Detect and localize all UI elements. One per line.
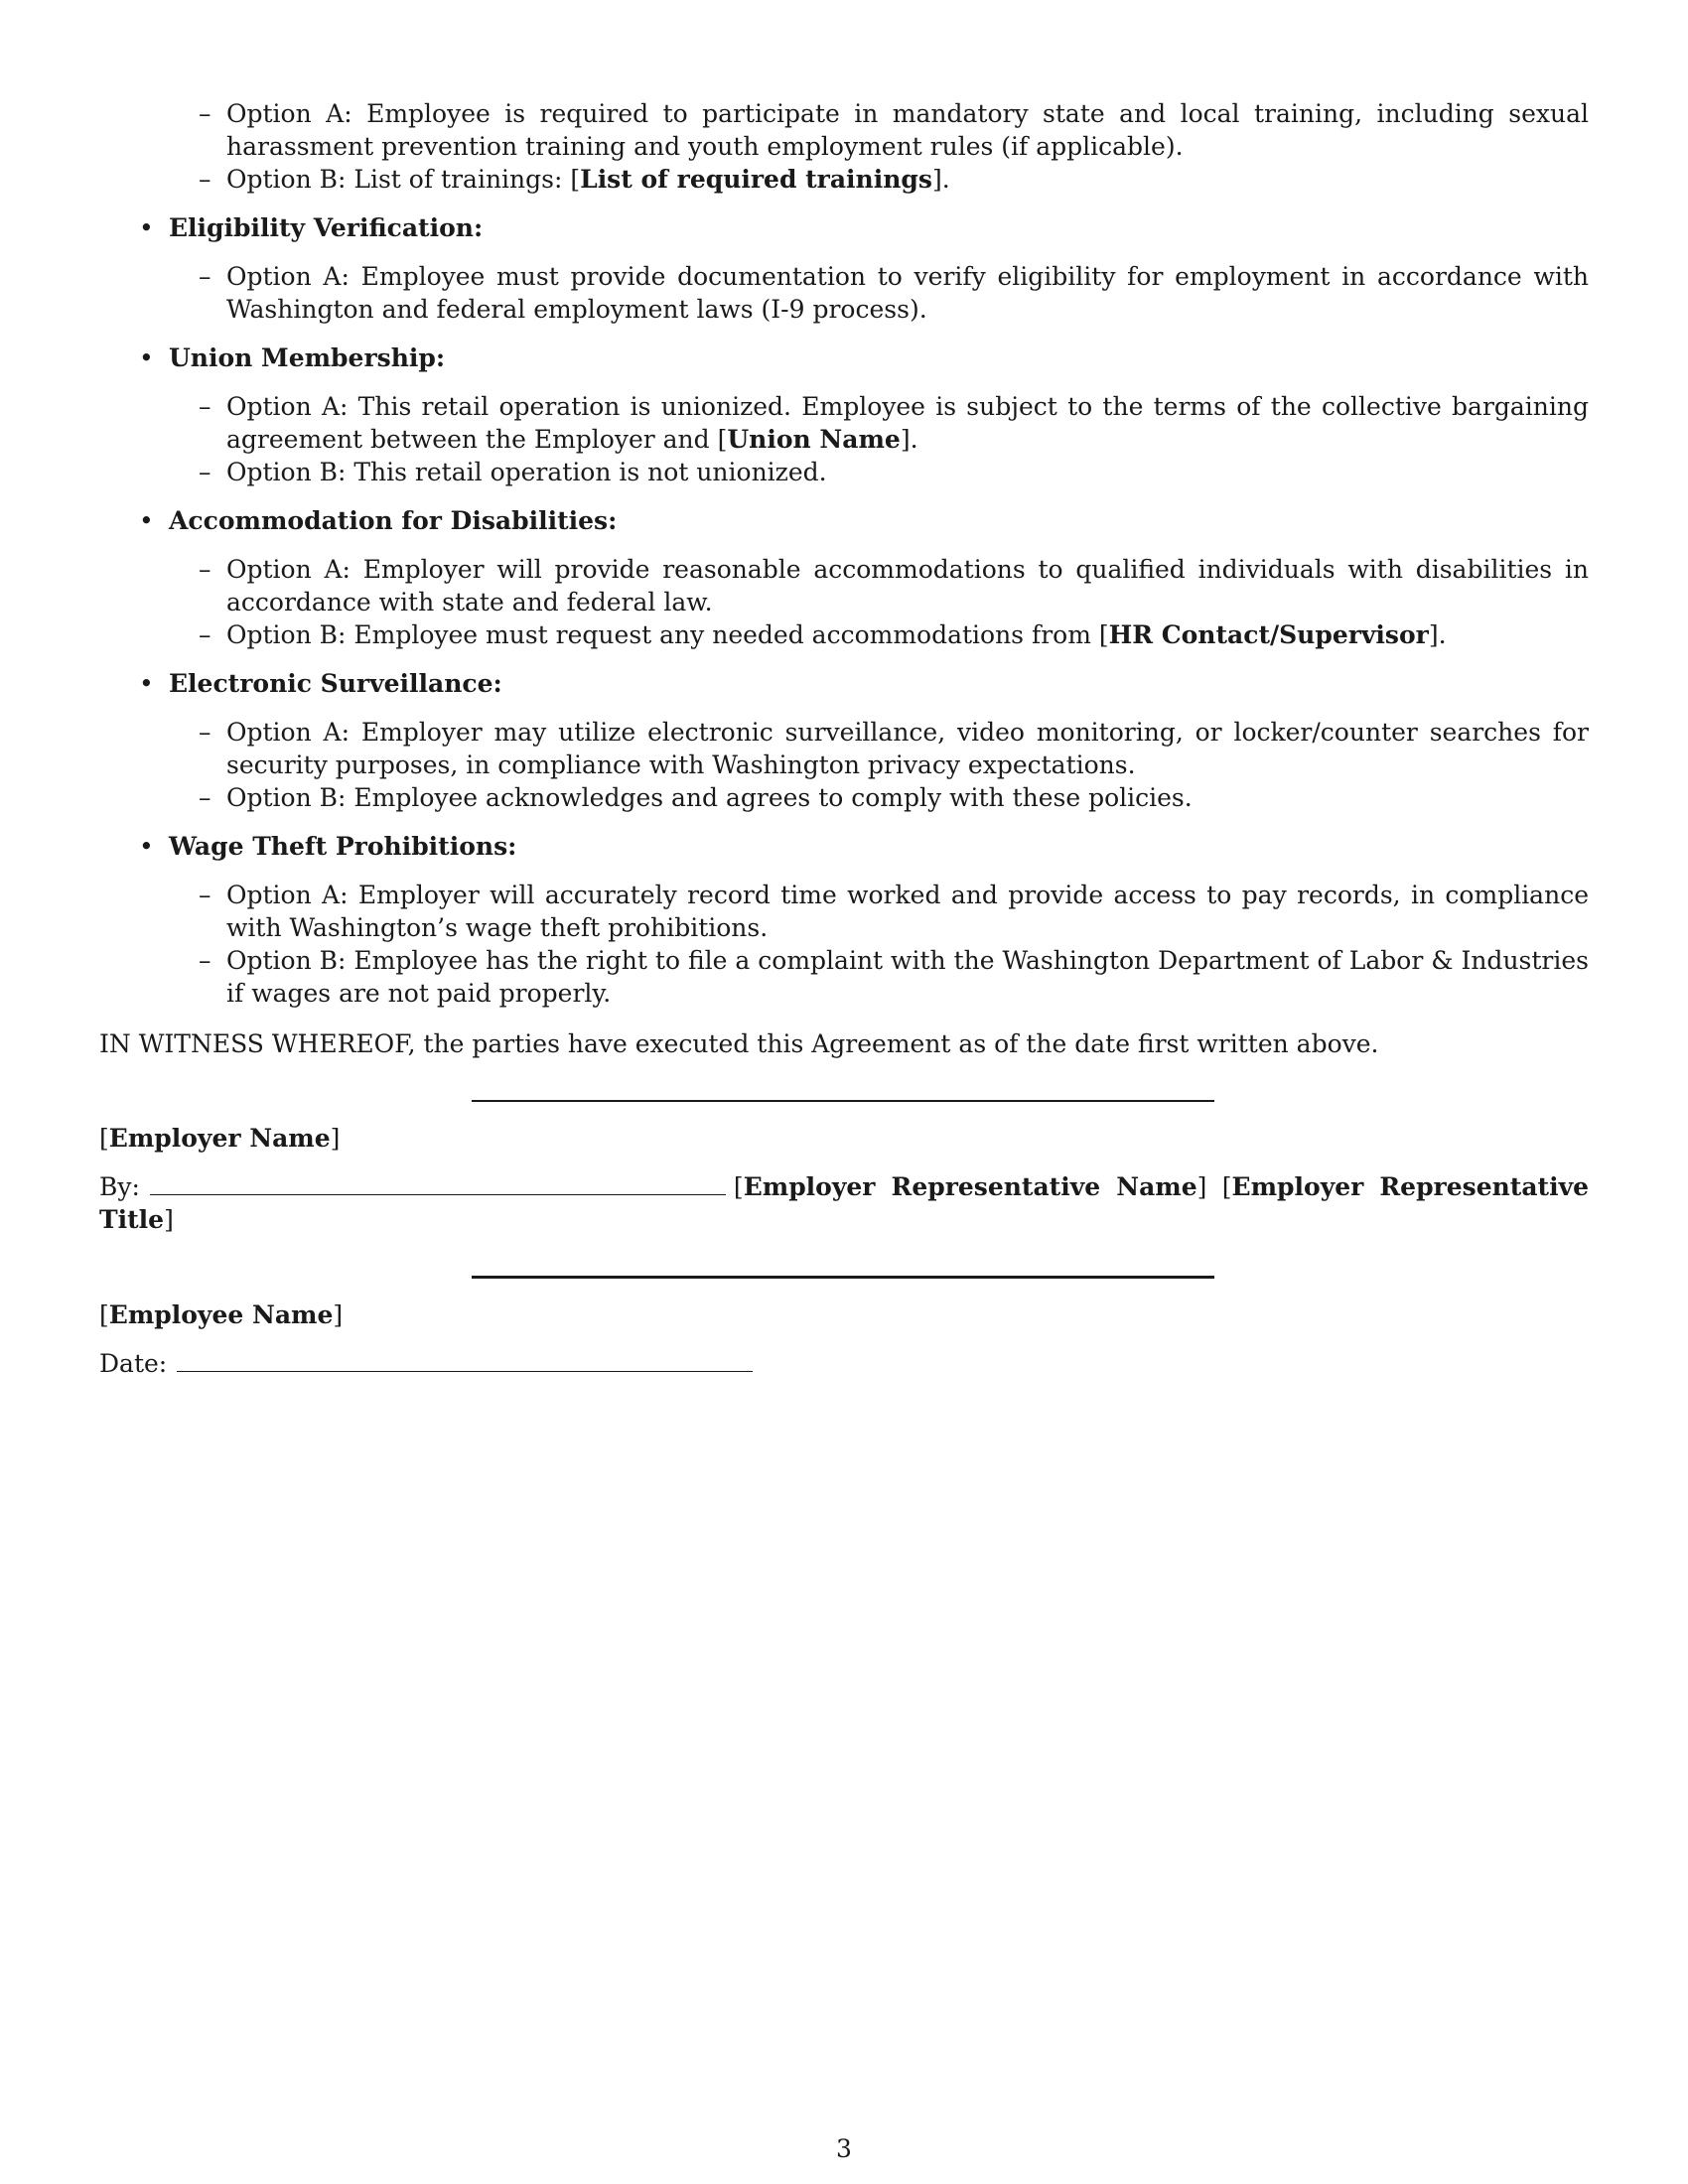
option-item: – Option A: Employer will provide reasonable accommodations to qualified individuals with disabilities in accordance with state and federal law. <box>199 555 1589 616</box>
witness-clause: IN WITNESS WHEREOF, the parties have executed this Agreement as of the date first written above. <box>99 1029 1379 1058</box>
employee-signature-line[interactable] <box>472 1276 1214 1279</box>
placeholder-field: HR Contact/Supervisor <box>1108 620 1429 649</box>
section-title: • Accommodation for Disabilities: <box>139 506 618 535</box>
training-options <box>99 97 1589 196</box>
section-title: • Eligibility Verification: <box>139 213 484 242</box>
document-page <box>99 97 1589 1380</box>
option-item: – Option B: Employee must request any needed accommodations from [HR Contact/Supervisor]. <box>199 620 1447 649</box>
section-title: • Union Membership: <box>139 343 446 372</box>
section-eligibility-verification <box>99 211 1589 326</box>
section-accommodation <box>99 504 1589 651</box>
employee-name: [Employee Name] <box>99 1300 344 1329</box>
option-item: – Option A: Employee is required to participate in mandatory state and local training, including sexual harassment prevention training and youth employment rules (if applicable). <box>199 99 1589 161</box>
employer-signature-line[interactable] <box>472 1100 1214 1102</box>
option-item: – Option A: This retail operation is unionized. Employee is subject to the terms of the collective bargaining agreement between the Employer and [Union Name]. <box>199 392 1589 454</box>
section-title: • Wage Theft Prohibitions: <box>139 832 517 861</box>
option-item: – Option A: Employer may utilize electronic surveillance, video monitoring, or locker/counter searches for security purposes, in compliance with Washington privacy expectations. <box>199 718 1589 779</box>
option-item: – Option A: Employer will accurately record time worked and provide access to pay records, in compliance with Washington’s wage theft prohibitions. <box>199 881 1589 942</box>
employee-date-line: Date: <box>99 1347 1589 1380</box>
option-item: – Option B: This retail operation is not unionized. <box>199 458 827 486</box>
employer-by-blank[interactable] <box>150 1172 726 1195</box>
date-blank[interactable] <box>177 1349 753 1372</box>
employer-by-line: By: [Employer Representative Name] [Employer Representative Title] <box>99 1172 1590 1234</box>
option-item: – Option B: Employee acknowledges and agrees to comply with these policies. <box>199 783 1193 812</box>
placeholder-field: Union Name <box>727 425 901 454</box>
section-title: • Electronic Surveillance: <box>139 669 502 698</box>
section-union-membership <box>99 341 1589 488</box>
placeholder-field: List of required trainings <box>580 165 932 194</box>
option-item: – Option B: List of trainings: [List of required trainings]. <box>199 165 950 194</box>
section-electronic-surveillance <box>99 667 1589 814</box>
section-wage-theft <box>99 830 1589 1010</box>
employer-name: [Employer Name] <box>99 1124 341 1153</box>
page-number: 3 <box>836 2134 852 2163</box>
option-item: – Option A: Employee must provide documentation to verify eligibility for employment in accordance with Washington and federal employment laws (I-9 process). <box>199 262 1589 324</box>
option-item: – Option B: Employee has the right to file a complaint with the Washington Department of Labor & Industries if wages are not paid properly. <box>199 946 1589 1008</box>
